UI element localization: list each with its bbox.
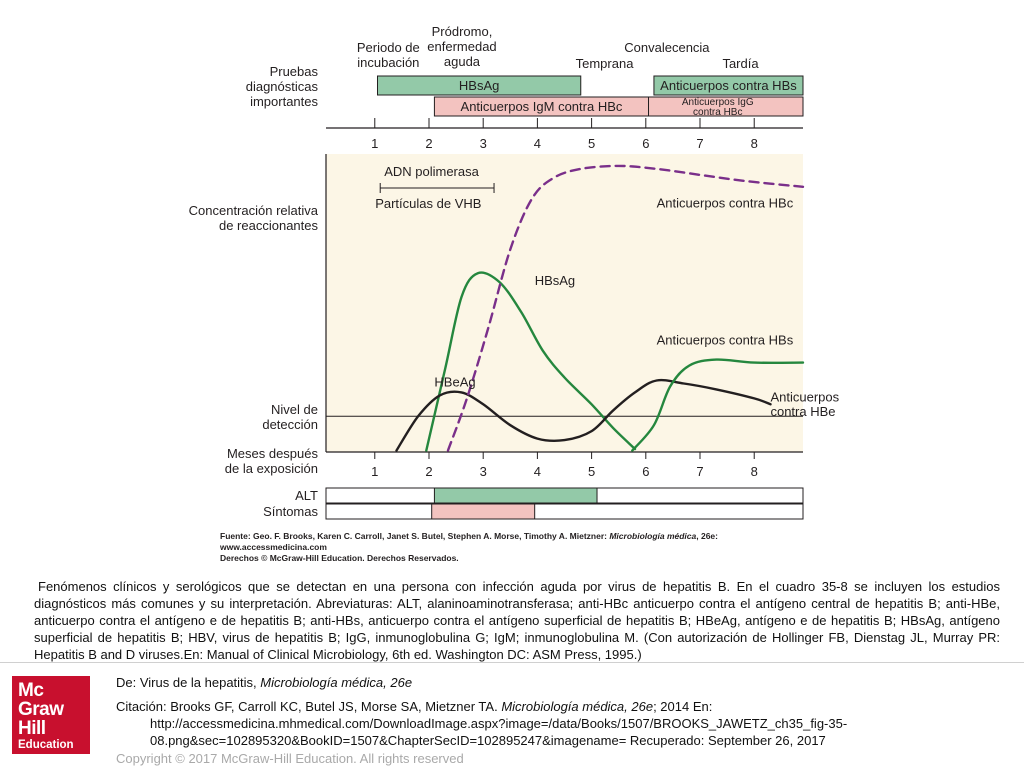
x-axis-tick-label-7: 7 [696, 464, 704, 479]
bottom-row-label-2: Síntomas [263, 504, 318, 519]
figure-caption: Fenómenos clínicos y serológicos que se detectan en una persona con infección aguda por virus de hepatitis B. En el cuadro 35-8 se incluyen los estudios diagnósticos más comunes y su interpretación. Abreviaturas: ALT, alaninoaminotransferasa; anti-HBc anticuerpo contra el antígeno central de hepatitis B; anti-HBe, anticuerpo contra el antígeno e de hepatitis B; anti-HBs, anticuerpo contra el antígeno superficial de hepatitis B; HBeAg, antígeno e de hepatitis B; HBsAg, antígeno superficial de hepatitis B; HBV, virus de hepatitis B; IgG, inmunoglobulina G; IgM; inmunoglobulina M. (Con autorización de Hollinger FB, Dienstag JL, Murray PR: Hepatitis B and D viruses.En: Manual of Clinical Microbiology, 6th ed. Washington DC: ASM Press, 1995.) [34, 579, 1000, 662]
marker-label-hbv-particles: Partículas de VHB [375, 196, 482, 211]
bottom-row-frame-2 [326, 504, 803, 519]
phase-label-early: Temprana [575, 56, 634, 71]
citation-footer [116, 674, 1016, 767]
diagnostic-row-label: Pruebas diagnósticas importantes [245, 64, 318, 109]
marker-label-dna-polymerase: ADN polimerasa [384, 164, 479, 179]
x-axis-tick-label-6: 6 [642, 464, 650, 479]
x-axis-tick-label-4: 4 [533, 464, 542, 479]
source-line: De: Virus de la hepatitis, Microbiología médica, 26e [116, 675, 413, 690]
x-axis-label: Meses después de la exposición [224, 446, 318, 476]
hepatitis-b-figure [188, 22, 840, 564]
curve-label-3: Anticuerpos contra HBs [656, 332, 794, 348]
curve-label-1: Anticuerpos contra HBc [656, 195, 794, 211]
diagnostic-bar-label-1: HBsAg [458, 78, 500, 93]
curve-label-4: HBeAg [434, 374, 476, 390]
top-axis-tick-label-4: 4 [533, 136, 542, 151]
y-axis-label: Concentración relativa de reaccionantes [188, 203, 318, 233]
top-axis-tick-label-5: 5 [587, 136, 596, 151]
phase-label-late: Tardía [722, 56, 759, 71]
bottom-row-bar-1 [434, 488, 597, 503]
x-axis-tick-label-2: 2 [425, 464, 433, 479]
divider [0, 662, 1024, 663]
copyright-text: Copyright © 2017 McGraw-Hill Education. All rights reserved [116, 751, 464, 766]
source-credit-line-2: www.accessmedicina.com [220, 542, 327, 552]
x-axis-tick-label-8: 8 [750, 464, 758, 479]
phase-label-convalescence: Convalecencia [624, 40, 710, 55]
bottom-row-label-1: ALT [295, 488, 318, 503]
top-axis-tick-label-3: 3 [479, 136, 487, 151]
citation-line: Citación: Brooks GF, Carroll KC, Butel JS, Morse SA, Mietzner TA. Microbiología médica, 26e; 2014 En: [116, 699, 713, 714]
source-credit-line-3: Derechos © McGraw-Hill Education. Derechos Reservados. [220, 553, 459, 563]
x-axis-tick-label-5: 5 [587, 464, 596, 479]
x-axis-tick-label-3: 3 [479, 464, 487, 479]
top-axis-tick-label-6: 6 [642, 136, 650, 151]
citation-url-cont: 08.png&sec=102895320&BookID=1507&ChapterSecID=102895247&imagename= Recuperado: September 26, 2017 [150, 733, 826, 748]
top-axis-tick-label-1: 1 [371, 136, 379, 151]
phase-label-incubation: Periodo de incubación [356, 40, 420, 70]
phase-label-prodrome: Pródromo, enfermedad aguda [427, 24, 497, 69]
bottom-row-bar-2 [432, 504, 535, 519]
top-axis-tick-label-2: 2 [425, 136, 433, 151]
diagnostic-bar-label-3: Anticuerpos IgM contra HBc [460, 99, 623, 114]
citation-url[interactable]: http://accessmedicina.mhmedical.com/DownloadImage.aspx?image=/data/Books/1507/BROOKS_JAWETZ_ch35_fig-35- [150, 716, 848, 731]
top-axis-tick-label-7: 7 [696, 136, 704, 151]
curve-label-2: HBsAg [534, 273, 576, 289]
curve-label-5: Anticuerpos [770, 389, 840, 405]
detection-level-label: Nivel de detección [262, 402, 318, 432]
serology-chart [188, 22, 840, 564]
curve-label-6: contra HBe [770, 404, 836, 420]
mcgraw-hill-logo: Mc Graw Hill Education [12, 676, 90, 754]
source-credit-line-1: Fuente: Geo. F. Brooks, Karen C. Carroll, Janet S. Butel, Stephen A. Morse, Timothy A. Mietzner: Microbiología médica, 26e: [220, 531, 718, 541]
top-axis-tick-label-8: 8 [750, 136, 758, 151]
diagnostic-bar-label-2: Anticuerpos contra HBs [660, 78, 797, 93]
diagnostic-bar-label-4: Anticuerpos IgG contra HBc [681, 97, 754, 118]
x-axis-tick-label-1: 1 [371, 464, 379, 479]
